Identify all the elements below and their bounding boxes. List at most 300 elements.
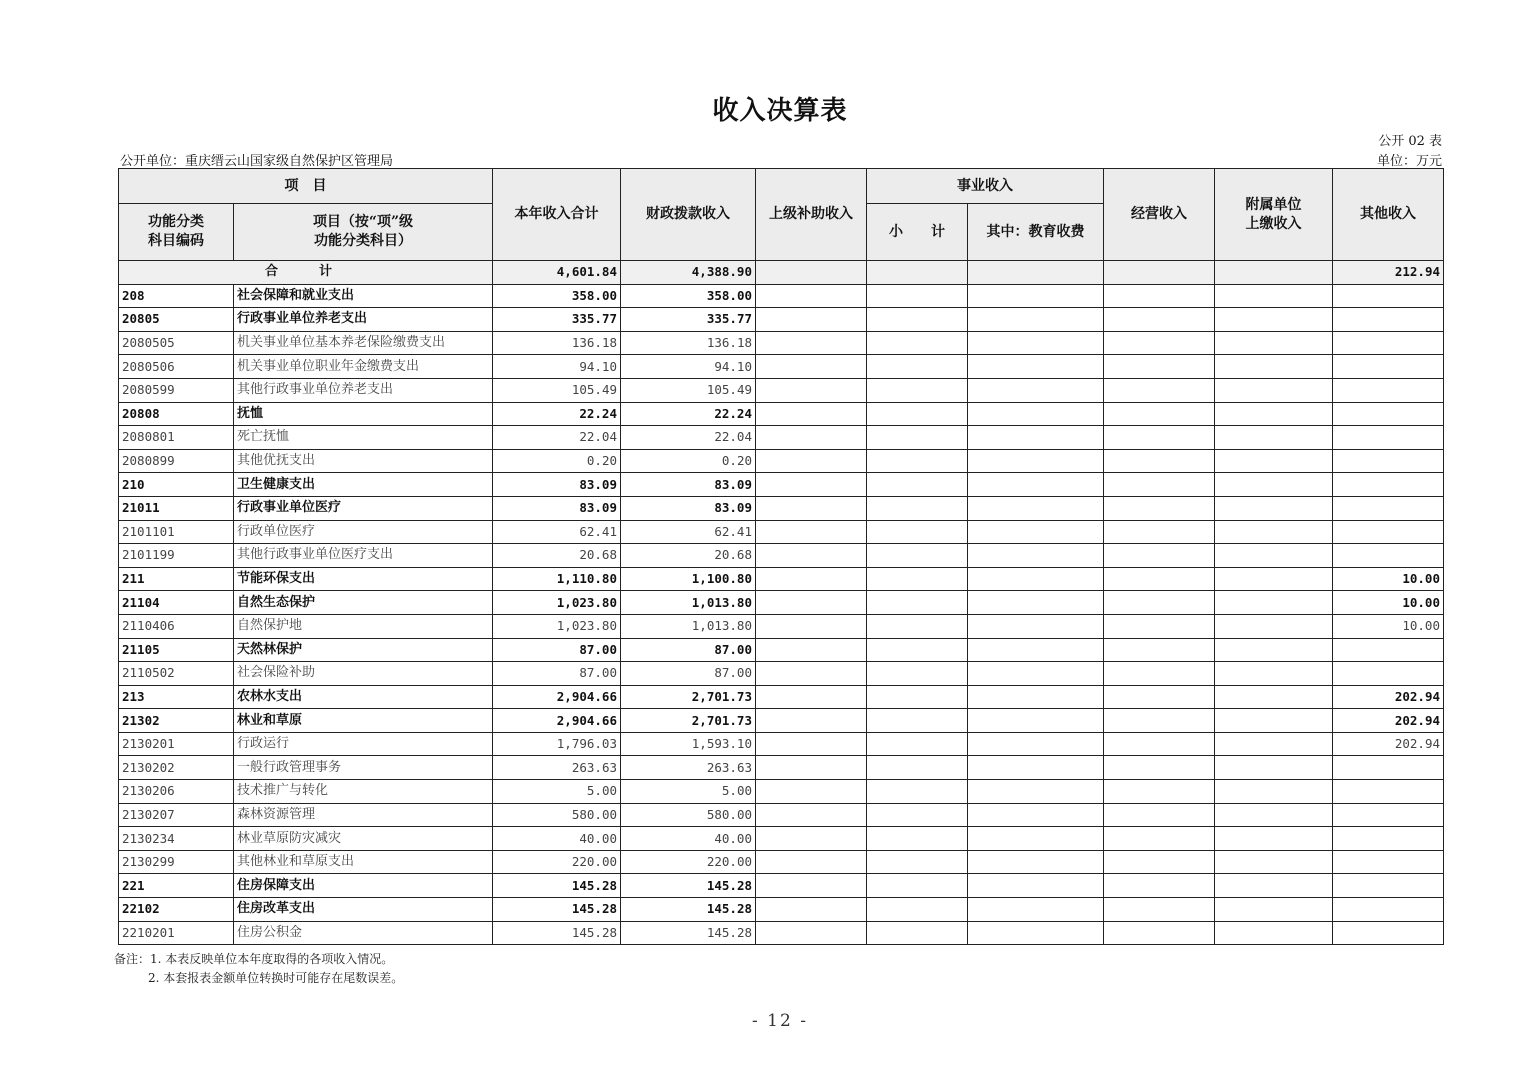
cell-empty [867,662,968,686]
total-label: 合 计 [119,261,493,285]
table-row [119,756,1444,780]
total-cell-education [968,261,1104,285]
cell-empty [968,308,1104,332]
cell-other [1333,638,1444,662]
total-cell-other: 212.94 [1333,261,1444,285]
cell-fiscal: 20.68 [621,544,756,568]
header-total-income: 本年收入合计 [493,169,621,261]
cell-empty [867,638,968,662]
cell-name: 林业和草原 [234,709,493,733]
cell-other: 10.00 [1333,591,1444,615]
cell-empty [1215,473,1333,497]
cell-total: 136.18 [493,331,621,355]
table-row [119,685,1444,709]
income-table [118,168,1444,945]
cell-empty [968,756,1104,780]
cell-name: 一般行政管理事务 [234,756,493,780]
cell-empty [1104,662,1215,686]
cell-empty [968,331,1104,355]
cell-empty [867,898,968,922]
table-row [119,921,1444,945]
cell-empty [1215,402,1333,426]
cell-fiscal: 145.28 [621,921,756,945]
cell-name: 社会保障和就业支出 [234,284,493,308]
cell-name: 住房保障支出 [234,874,493,898]
cell-empty [1215,827,1333,851]
cell-other [1333,426,1444,450]
cell-code: 2210201 [119,921,234,945]
cell-empty [1104,732,1215,756]
cell-empty [867,544,968,568]
cell-name: 抚恤 [234,402,493,426]
cell-empty [756,780,867,804]
cell-fiscal: 220.00 [621,850,756,874]
cell-empty [1215,496,1333,520]
header-subtotal: 小 计 [867,204,968,261]
cell-empty [867,449,968,473]
cell-code: 211 [119,567,234,591]
cell-code: 2080801 [119,426,234,450]
cell-empty [1215,426,1333,450]
cell-total: 1,796.03 [493,732,621,756]
cell-empty [756,473,867,497]
table-row [119,780,1444,804]
cell-empty [1215,449,1333,473]
cell-fiscal: 2,701.73 [621,685,756,709]
cell-empty [1104,426,1215,450]
cell-empty [1104,827,1215,851]
cell-fiscal: 5.00 [621,780,756,804]
cell-empty [968,544,1104,568]
reporting-unit: 公开单位：重庆缙云山国家级自然保护区管理局 [120,154,394,169]
page-number: - 12 - [752,1011,808,1031]
table-row [119,850,1444,874]
cell-code: 2130207 [119,803,234,827]
cell-empty [1215,780,1333,804]
cell-total: 94.10 [493,355,621,379]
cell-fiscal: 62.41 [621,520,756,544]
cell-empty [867,732,968,756]
cell-empty [756,850,867,874]
cell-empty [968,921,1104,945]
cell-total: 22.04 [493,426,621,450]
cell-total: 83.09 [493,496,621,520]
cell-empty [756,662,867,686]
cell-code: 213 [119,685,234,709]
cell-total: 2,904.66 [493,685,621,709]
cell-fiscal: 358.00 [621,284,756,308]
cell-empty [1215,874,1333,898]
page-title: 收入决算表 [712,96,848,126]
cell-other [1333,874,1444,898]
total-cell-affiliated [1215,261,1333,285]
cell-empty [1104,874,1215,898]
table-row [119,449,1444,473]
cell-empty [867,780,968,804]
cell-empty [968,780,1104,804]
cell-empty [867,709,968,733]
table-row [119,284,1444,308]
cell-empty [1104,496,1215,520]
cell-name: 其他行政事业单位养老支出 [234,378,493,402]
cell-fiscal: 94.10 [621,355,756,379]
cell-other [1333,921,1444,945]
cell-empty [756,355,867,379]
cell-empty [968,378,1104,402]
table-row [119,308,1444,332]
cell-empty [756,709,867,733]
cell-empty [968,898,1104,922]
cell-code: 20808 [119,402,234,426]
cell-code: 2130201 [119,732,234,756]
cell-fiscal: 1,013.80 [621,614,756,638]
cell-fiscal: 136.18 [621,331,756,355]
table-row [119,520,1444,544]
cell-name: 死亡抚恤 [234,426,493,450]
header-affiliated-line1: 附属单位 [1245,196,1302,213]
cell-empty [756,591,867,615]
header-education-fee: 其中：教育收费 [968,204,1104,261]
cell-total: 1,023.80 [493,614,621,638]
table-row [119,402,1444,426]
cell-other [1333,496,1444,520]
cell-other [1333,402,1444,426]
cell-fiscal: 1,013.80 [621,591,756,615]
total-cell-total: 4,601.84 [493,261,621,285]
cell-empty [756,331,867,355]
cell-empty [867,756,968,780]
cell-other [1333,378,1444,402]
cell-code: 221 [119,874,234,898]
cell-name: 其他优抚支出 [234,449,493,473]
table-row [119,544,1444,568]
cell-fiscal: 83.09 [621,473,756,497]
cell-name: 林业草原防灾减灾 [234,827,493,851]
cell-fiscal: 335.77 [621,308,756,332]
cell-empty [1215,662,1333,686]
cell-empty [756,898,867,922]
cell-fiscal: 0.20 [621,449,756,473]
cell-empty [1104,638,1215,662]
cell-code: 2130206 [119,780,234,804]
cell-empty [867,331,968,355]
cell-other: 10.00 [1333,614,1444,638]
cell-code: 22102 [119,898,234,922]
cell-empty [756,803,867,827]
cell-empty [756,496,867,520]
cell-fiscal: 145.28 [621,898,756,922]
cell-total: 62.41 [493,520,621,544]
cell-code: 21302 [119,709,234,733]
cell-empty [968,591,1104,615]
cell-empty [867,355,968,379]
cell-empty [1215,850,1333,874]
cell-fiscal: 580.00 [621,803,756,827]
cell-total: 358.00 [493,284,621,308]
cell-empty [867,921,968,945]
cell-total: 20.68 [493,544,621,568]
cell-total: 83.09 [493,473,621,497]
cell-empty [867,685,968,709]
cell-code: 2080899 [119,449,234,473]
cell-name: 机关事业单位基本养老保险缴费支出 [234,331,493,355]
cell-fiscal: 105.49 [621,378,756,402]
cell-total: 2,904.66 [493,709,621,733]
cell-empty [1104,614,1215,638]
table-body [119,261,1444,945]
cell-empty [867,874,968,898]
cell-empty [1215,308,1333,332]
cell-empty [867,426,968,450]
header-affiliated-line2: 上缴收入 [1245,215,1302,232]
cell-empty [867,496,968,520]
table-row [119,496,1444,520]
cell-empty [756,544,867,568]
cell-empty [756,284,867,308]
cell-total: 145.28 [493,874,621,898]
cell-empty [756,449,867,473]
cell-other [1333,756,1444,780]
cell-empty [756,874,867,898]
table-row [119,898,1444,922]
cell-empty [1104,685,1215,709]
cell-fiscal: 1,593.10 [621,732,756,756]
cell-empty [756,402,867,426]
cell-total: 220.00 [493,850,621,874]
cell-empty [867,591,968,615]
cell-empty [867,827,968,851]
cell-empty [1104,544,1215,568]
cell-empty [1215,544,1333,568]
cell-fiscal: 2,701.73 [621,709,756,733]
cell-empty [867,614,968,638]
cell-total: 22.24 [493,402,621,426]
cell-empty [1104,378,1215,402]
cell-code: 210 [119,473,234,497]
cell-name: 住房改革支出 [234,898,493,922]
cell-other [1333,898,1444,922]
cell-other: 202.94 [1333,685,1444,709]
cell-empty [1215,331,1333,355]
notes [114,950,403,988]
cell-total: 335.77 [493,308,621,332]
cell-other [1333,331,1444,355]
cell-empty [867,308,968,332]
cell-empty [1104,308,1215,332]
cell-total: 40.00 [493,827,621,851]
cell-empty [968,449,1104,473]
cell-empty [968,638,1104,662]
cell-empty [1215,378,1333,402]
header-business-income: 事业收入 [867,169,1104,204]
cell-other [1333,662,1444,686]
cell-code: 2101101 [119,520,234,544]
note-2: 2. 本套报表金额单位转换时可能存在尾数误差。 [148,971,404,985]
cell-empty [867,284,968,308]
cell-code: 2110502 [119,662,234,686]
cell-other [1333,284,1444,308]
cell-empty [968,567,1104,591]
cell-empty [1104,331,1215,355]
cell-total: 145.28 [493,921,621,945]
header-name-line1: 项目（按“项”级 [312,214,414,230]
cell-total: 5.00 [493,780,621,804]
cell-empty [1215,803,1333,827]
table-row [119,874,1444,898]
cell-fiscal: 1,100.80 [621,567,756,591]
cell-code: 2080506 [119,355,234,379]
table-row [119,378,1444,402]
table-row [119,591,1444,615]
header-name-line2: 功能分类科目） [314,233,412,249]
table-row [119,803,1444,827]
cell-name: 行政事业单位养老支出 [234,308,493,332]
cell-empty [1104,898,1215,922]
cell-fiscal: 145.28 [621,874,756,898]
cell-code: 2110406 [119,614,234,638]
cell-empty [1104,284,1215,308]
cell-empty [968,614,1104,638]
table-row [119,426,1444,450]
cell-empty [756,614,867,638]
cell-empty [1104,473,1215,497]
cell-empty [867,520,968,544]
cell-empty [1104,756,1215,780]
cell-empty [1215,732,1333,756]
cell-name: 社会保险补助 [234,662,493,686]
header-operating-income: 经营收入 [1104,169,1215,261]
cell-code: 21104 [119,591,234,615]
cell-code: 2130202 [119,756,234,780]
cell-empty [968,355,1104,379]
total-cell-superior [756,261,867,285]
cell-name: 卫生健康支出 [234,473,493,497]
cell-empty [1215,284,1333,308]
cell-empty [968,803,1104,827]
cell-fiscal: 22.24 [621,402,756,426]
cell-other [1333,850,1444,874]
cell-empty [756,827,867,851]
cell-empty [756,567,867,591]
form-number: 公开 02 表 [1378,134,1442,149]
cell-empty [1104,567,1215,591]
cell-code: 2101199 [119,544,234,568]
cell-other: 10.00 [1333,567,1444,591]
cell-empty [1215,614,1333,638]
cell-empty [968,496,1104,520]
header-code-line1: 功能分类 [148,214,204,230]
cell-code: 2080599 [119,378,234,402]
cell-empty [756,685,867,709]
cell-empty [1104,355,1215,379]
table-row [119,331,1444,355]
table-row [119,614,1444,638]
cell-empty [968,402,1104,426]
header-code [119,204,234,261]
cell-name: 行政单位医疗 [234,520,493,544]
cell-name: 自然保护地 [234,614,493,638]
cell-empty [1215,756,1333,780]
cell-empty [1104,709,1215,733]
cell-empty [756,378,867,402]
cell-total: 263.63 [493,756,621,780]
cell-empty [1104,850,1215,874]
cell-name: 机关事业单位职业年金缴费支出 [234,355,493,379]
cell-other [1333,780,1444,804]
cell-empty [1104,780,1215,804]
total-cell-subtotal [867,261,968,285]
cell-code: 2080505 [119,331,234,355]
cell-empty [1215,921,1333,945]
cell-empty [867,567,968,591]
header-item-name [234,204,493,261]
cell-other [1333,355,1444,379]
cell-empty [1104,803,1215,827]
cell-total: 87.00 [493,662,621,686]
cell-empty [1104,520,1215,544]
cell-name: 技术推广与转化 [234,780,493,804]
note-1: 备注：1. 本表反映单位本年度取得的各项收入情况。 [114,952,394,966]
cell-name: 农林水支出 [234,685,493,709]
cell-name: 行政事业单位医疗 [234,496,493,520]
cell-empty [1104,591,1215,615]
cell-total: 1,023.80 [493,591,621,615]
total-cell-fiscal: 4,388.90 [621,261,756,285]
cell-empty [968,850,1104,874]
cell-other [1333,803,1444,827]
cell-other [1333,473,1444,497]
cell-other: 202.94 [1333,732,1444,756]
cell-total: 105.49 [493,378,621,402]
table-row [119,473,1444,497]
cell-code: 21011 [119,496,234,520]
cell-other [1333,520,1444,544]
header-superior-subsidy: 上级补助收入 [756,169,867,261]
cell-empty [968,709,1104,733]
cell-total: 1,110.80 [493,567,621,591]
cell-empty [1215,685,1333,709]
cell-empty [867,803,968,827]
cell-empty [867,850,968,874]
currency-unit: 单位：万元 [1376,154,1442,169]
cell-other [1333,308,1444,332]
cell-empty [1215,709,1333,733]
header-code-line2: 科目编码 [148,233,204,249]
table-row [119,355,1444,379]
cell-other: 202.94 [1333,709,1444,733]
cell-empty [968,874,1104,898]
cell-other [1333,449,1444,473]
cell-fiscal: 263.63 [621,756,756,780]
cell-total: 87.00 [493,638,621,662]
cell-name: 天然林保护 [234,638,493,662]
cell-empty [968,662,1104,686]
header-other-income: 其他收入 [1333,169,1444,261]
cell-other [1333,827,1444,851]
cell-empty [968,426,1104,450]
cell-fiscal: 83.09 [621,496,756,520]
header-project: 项 目 [119,169,493,204]
cell-total: 580.00 [493,803,621,827]
cell-total: 0.20 [493,449,621,473]
cell-name: 自然生态保护 [234,591,493,615]
cell-empty [968,473,1104,497]
cell-name: 节能环保支出 [234,567,493,591]
cell-empty [1215,355,1333,379]
total-row [119,261,1444,285]
cell-empty [968,827,1104,851]
cell-empty [1215,898,1333,922]
